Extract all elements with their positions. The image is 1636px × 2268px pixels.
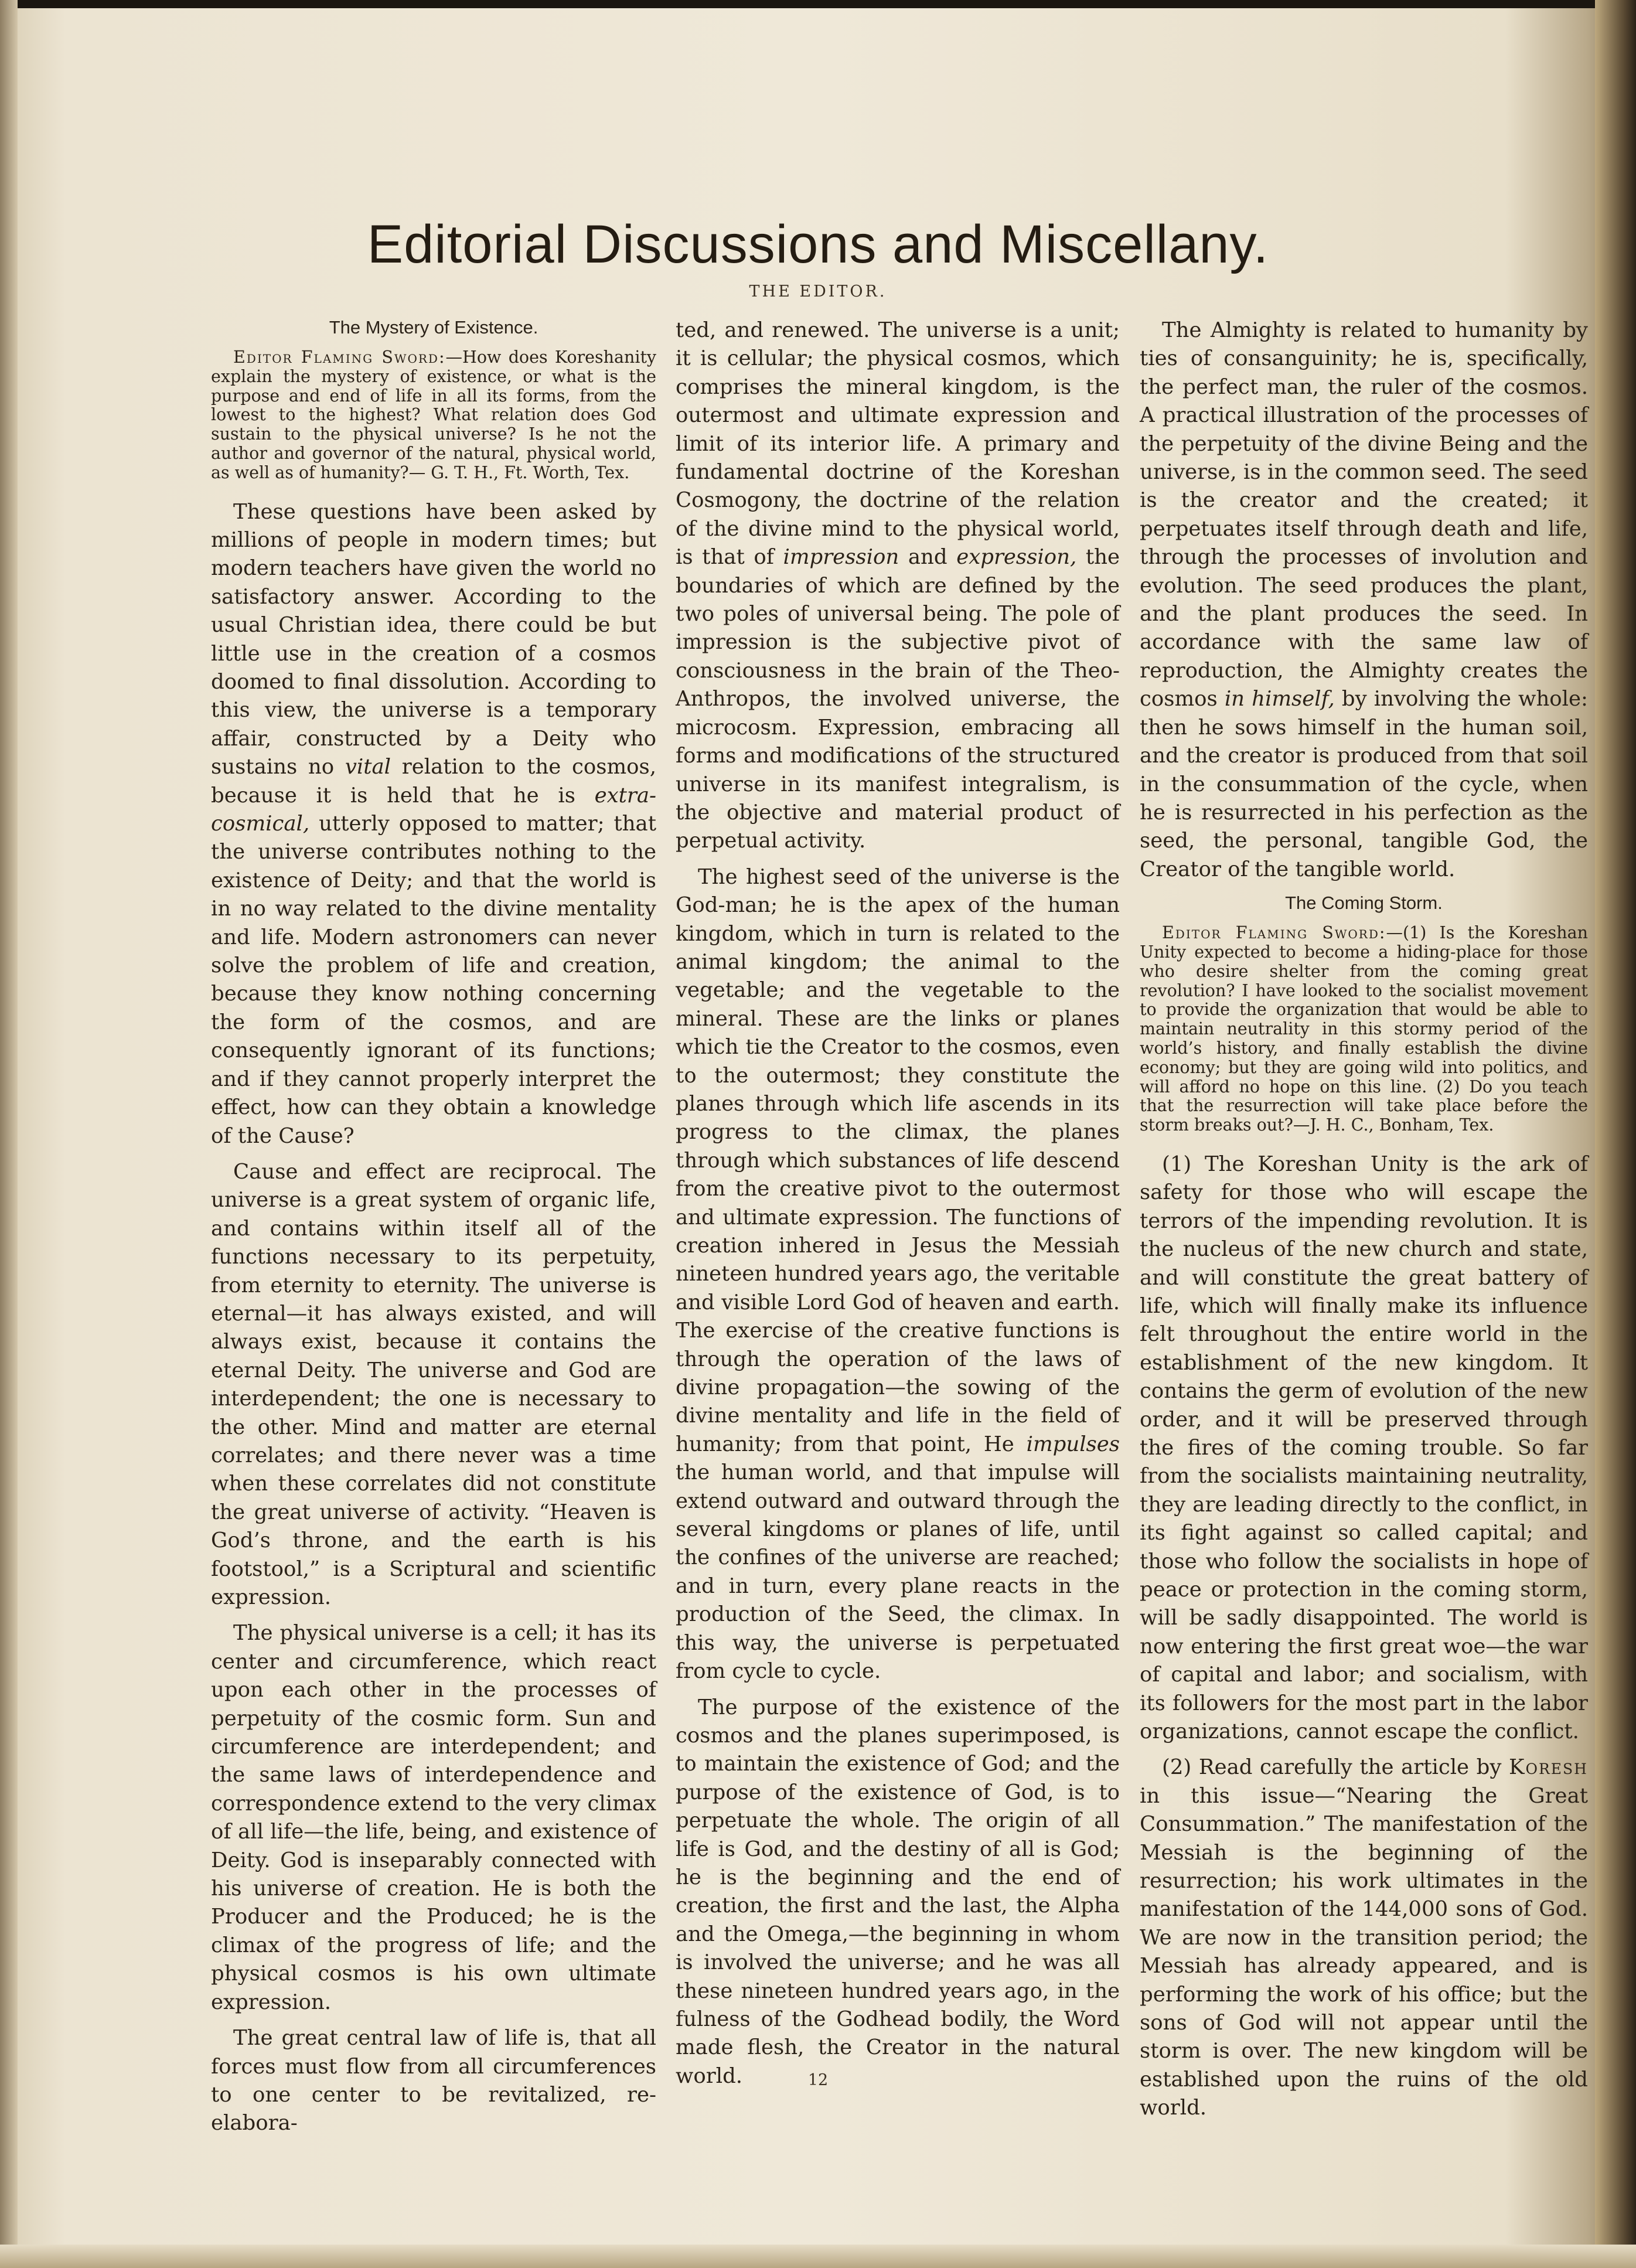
text-run: The highest seed of the universe is the God-man; he is the apex of the human kingdom, which in turn is related to the animal kingdom; the animal to the vegetable; and the vegetable to the mineral. These are the links or planes which tie the Creator to the cosmos, even to the outermost; they constitute the planes through which life ascends in its progress to the climax, the planes through which substances of life descend from the creative pivot to the outermost and ultimate expression. The functions of creation inhered in Jesus the Messiah nineteen hundred years ago, the veritable and visible Lord God of heaven and earth. The exercise of the creative functions is through the operation of the laws of divine propagation—the sowing of the divine mentality and life in the field of humanity; from that point, He <box>676 864 1120 1456</box>
letter-body: —(1) Is the Koreshan Unity expected to become a hiding-place for those who desire shelter from the coming great revolution? I have looked to the socialist movement to provide the organization that would be able to maintain neutrality in this stormy period of the world’s history, and finally establish the divine economy; but they are going wild into politics, and will afford no hope on this line. (2) Do you teach that the resurrection will take place before the storm breaks out?—J. H. C., Bonham, Tex. <box>1140 923 1588 1135</box>
italic-text: impression <box>783 545 899 570</box>
paragraph <box>676 863 1120 1686</box>
paragraph <box>1140 1753 1588 2122</box>
text-run: The Almighty is related to humanity by ties of consanguinity; he is, specifically, the perfect man, the ruler of the cosmos. A practical illustration of the processes of the perpetuity of the divine Being and the universe, is in the common seed. The seed is the creator and the created; it perpetuates itself through death and life, through the processes of involution and evolution. The seed produces the plant, and the plant produces the seed. In accordance with the same law of reproduction, the Almighty creates the cosmos <box>1140 318 1588 711</box>
italic-text: vital <box>345 755 391 779</box>
text-run: the boundaries of which are defined by the two poles of universal being. The pole of impression is the subjective pivot of consciousness in the brain of the Theo-Anthropos, the involved universe, the microcosm. Expression, embracing all forms and modifications of the structured universe in its manifest integralism, is the objective and material product of perpetual activity. <box>676 545 1120 853</box>
paragraph: Cause and effect are reciprocal. The universe is a great system of organic life, and contains within itself all of the functions necessary to its perpetuity, from eternity to eternity. The universe is eternal—it has always existed, and will always exist, because it contains the eternal Deity. The universe and God are interdependent; the one is necessary to the other. Mind and matter are eternal correlates; and there never was a time when these correlates did not constitute the great universe of activity. “Heaven is God’s throne, and the earth is his footstool,” is a Scriptural and scientific expression. <box>211 1159 656 1610</box>
paragraph: The great central law of life is, that all forces must flow from all circumferences to one center to be revitalized, re-elabora- <box>211 2026 656 2136</box>
column-1 <box>211 316 656 2146</box>
page-number: 12 <box>807 2071 829 2089</box>
letter-salutation: Editor Flaming Sword: <box>233 348 446 367</box>
italic-text: expression, <box>956 545 1077 570</box>
text-run: and <box>899 545 957 570</box>
left-page-edge <box>0 0 18 2268</box>
italic-text: extra-cosmical, <box>211 783 656 836</box>
column-3 <box>1140 316 1588 2130</box>
paragraph <box>211 498 656 1150</box>
top-border <box>0 0 1636 8</box>
bottom-page-edge <box>0 2245 1636 2268</box>
text-run: ted, and renewed. The universe is a unit; it is cellular; the physical cosmos, which comprises the mineral kingdom, is the outermost and ultimate expression and limit of its interior life. A primary and fundamental doctrine of the Koreshan Cosmogony, the doctrine of the relation of the divine mind to the physical world, is that of <box>676 318 1120 570</box>
paragraph <box>676 316 1120 856</box>
text-run: These questions have been asked by millions of people in modern times; but modern teachers have given the world no satisfactory answer. According to the usual Christian idea, there could be but little use in the creation of a cosmos doomed to final dissolution. According to this view, the universe is a temporary affair, constructed by a Deity who sustains no <box>211 499 656 779</box>
reader-letter <box>211 348 656 483</box>
small-caps-name: Koresh <box>1508 1755 1588 1780</box>
letter-salutation: Editor Flaming Sword: <box>1162 923 1386 943</box>
paragraph: The physical universe is a cell; it has its center and circumference, which react upon each other in the processes of perpetuity of the cosmic form. Sun and circumference are interdependent; and the same laws of interdependence and correspondence extend to the very climax of all life—the life, being, and existence of Deity. God is inseparably connected with his universe of creation. He is both the Producer and the Produced; he is the climax of the progress of life; and the physical cosmos is his own ultimate expression. <box>211 1621 656 2014</box>
letter-body: —How does Koreshanity explain the mystery of existence, or what is the purpose and end of life in all its forms, from the lowest to the highest? What relation does God sustain to the physical universe? Is he not the author and governor of the natural, physical world, as well as of humanity?— G. T. H., Ft. Worth, Tex. <box>211 348 656 482</box>
text-run: in this issue—“Nearing the Great Consummation.” The manifestation of the Messiah is the beginning of the resurrection; his work ultimates in the manifestation of the 144,000 sons of God. We are now in the transition period; the Messiah has already appeared, and is performing the work of his office; but the sons of God will not appear until the storm is over. The new kingdom will be established upon the ruins of the old world. <box>1140 1783 1588 2120</box>
byline: THE EDITOR. <box>749 282 887 301</box>
article-heading: The Coming Storm. <box>1285 893 1443 914</box>
paragraph <box>1140 316 1588 884</box>
page-title: Editorial Discussions and Miscellany. <box>367 214 1269 274</box>
text-run: by involving the whole: then he sows himself in the human soil, and the creator is produced from that soil in the consummation of the cycle, when he is resurrected in his perfection as the seed, the personal, tangible God, the Creator of the tangible world. <box>1140 687 1589 881</box>
paragraph: The purpose of the existence of the cosmos and the planes superimposed, is to maintain the existence of God; and the purpose of the existence of God, is to perpetuate the whole. The origin of all life is God, and the destiny of all is God; he is the beginning and the end of creation, the first and the last, the Alpha and the Omega,—the beginning in whom is involved the universe; and he was all these nineteen hundred years ago, in the fulness of the Godhead bodily, the Word made flesh, the Creator in the natural world. <box>676 1695 1120 2088</box>
text-run: (2) Read carefully the article by <box>1162 1755 1509 1780</box>
article-heading: The Mystery of Existence. <box>329 317 538 338</box>
italic-text: in himself, <box>1224 687 1335 711</box>
text-run: utterly opposed to matter; that the universe contributes nothing to the existence of Deity; and that the world is in no way related to the divine mentality and life. Modern astronomers can never solve the problem of life and creation, because they know nothing concerning the form of the cosmos, and are consequently ignorant of its functions; and if they cannot properly interpret the effect, how can they obtain a knowledge of the Cause? <box>211 812 656 1148</box>
text-run: the human world, and that impulse will extend outward and outward through the several kingdoms or planes of life, until the confines of the universe are reached; and in turn, every plane reacts in the production of the Seed, the climax. In this way, the universe is perpetuated from cycle to cycle. <box>676 1460 1120 1684</box>
binding-edge <box>1595 0 1636 2268</box>
paragraph: (1) The Koreshan Unity is the ark of safety for those who will escape the terrors of the impending revolution. It is the nucleus of the new church and state, and will constitute the great battery of life, which will finally make its influence felt throughout the entire world in the establishment of the new kingdom. It contains the germ of evolution of the new order, and it will be preserved through the fires of the coming trouble. So far from the socialists maintaining neutrality, they are leading directly to the conflict, in its fight against so called capital; and those who follow the socialists in hope of peace or protection in the coming storm, will be sadly disappointed. The world is now entering the first great woe—the war of capital and labor; and socialism, with its followers for the most part in the labor organizations, cannot escape the conflict. <box>1140 1152 1588 1744</box>
reader-letter <box>1140 924 1588 1135</box>
italic-text: impulses <box>1026 1432 1120 1456</box>
column-2 <box>676 316 1120 2098</box>
text-run: relation to the cosmos, because it is held that he is <box>211 755 656 808</box>
